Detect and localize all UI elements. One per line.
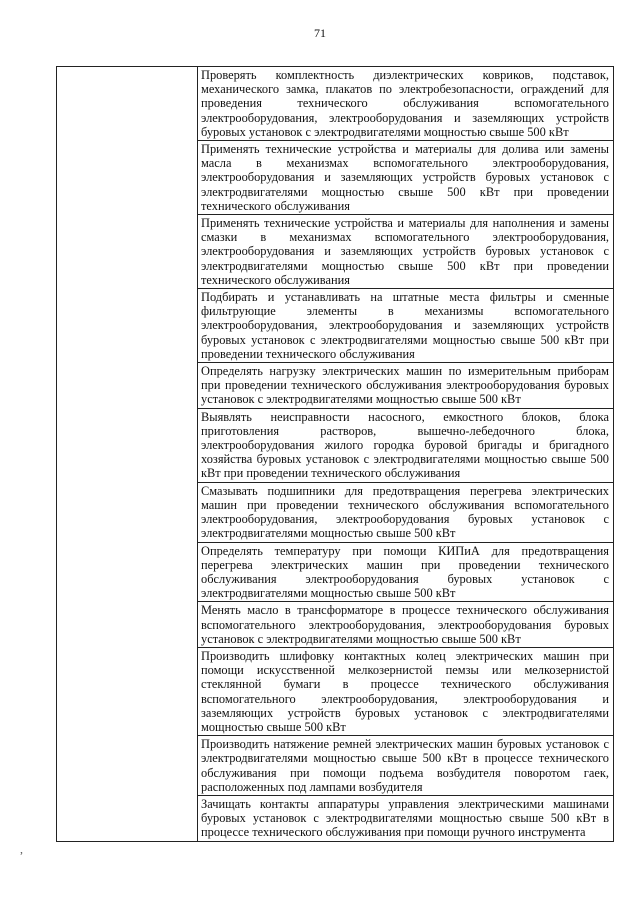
page-number: 71 bbox=[314, 26, 326, 40]
table-left-column bbox=[57, 67, 198, 841]
table-row: Выявлять неисправности насосного, емкостного блоков, блока приготовления растворов, вышечно-лебедочного блока, электрооборудования жилого городка буровой бригады и бригадного хозяйства буровых установок с электродвигателями мощностью свыше 500 кВт при проведении технического обслуживания bbox=[198, 409, 613, 483]
table-row: Проверять комплектность диэлектрических ковриков, подставок, механического замка, плакатов по электробезопасности, ограждений для проведения технического обслуживания вспомогательного электрооборудования, электрооборудования и заземляющих устройств буровых установок с электродвигателями мощностью свыше 500 кВт bbox=[198, 67, 613, 141]
table-row: Зачищать контакты аппаратуры управления электрическими машинами буровых установок с электродвигателями мощностью свыше 500 кВт в процессе технического обслуживания при помощи ручного инструмента bbox=[201, 796, 609, 840]
table-row: Применять технические устройства и материалы для долива или замены масла в механизмах вспомогательного электрооборудования, электрооборудования и заземляющих устройств буровых установок с электродвигателями мощностью свыше 500 кВт при проведении технического обслуживания bbox=[198, 141, 613, 215]
table-row: Определять нагрузку электрических машин по измерительным приборам при проведении технического обслуживания электрооборудования буровых установок с электродвигателями мощностью свыше 500 кВт bbox=[198, 363, 613, 409]
table-row: Смазывать подшипники для предотвращения перегрева электрических машин при проведении технического обслуживания вспомогательного электрооборудования, электрооборудования буровых установок с электродвигателями мощностью свыше 500 кВт bbox=[198, 483, 613, 543]
skills-table bbox=[56, 66, 614, 842]
table-right-column bbox=[198, 67, 613, 841]
table-row: Определять температуру при помощи КИПиА для предотвращения перегрева электрических машин при проведении технического обслуживания электрооборудования буровых установок с электродвигателями мощностью свыше 500 кВт bbox=[198, 543, 613, 603]
scan-mark: , bbox=[20, 842, 23, 856]
table-row: Производить натяжение ремней электрических машин буровых установок с электродвигателями мощностью свыше 500 кВт в процессе технического обслуживания при помощи подъема возбудителя поворотом гаек, расположенных под лампами возбудителя bbox=[198, 736, 613, 796]
table-row: Применять технические устройства и материалы для наполнения и замены смазки в механизмах вспомогательного электрооборудования, электрооборудования и заземляющих устройств буровых установок с электродвигателями мощностью свыше 500 кВт при проведении технического обслуживания bbox=[198, 215, 613, 289]
table-row: Производить шлифовку контактных колец электрических машин при помощи искусственной мелкозернистой пемзы или мелкозернистой стеклянной бумаги в процессе технического обслуживания вспомогательного электрооборудования, электрооборудования и заземляющих устройств буровых установок с электродвигателями мощностью свыше 500 кВт bbox=[198, 648, 613, 736]
table-row: Подбирать и устанавливать на штатные места фильтры и сменные фильтрующие элементы в механизмы вспомогательного электрооборудования, электрооборудования и заземляющих устройств буровых установок с электродвигателями мощностью свыше 500 кВт при проведении технического обслуживания bbox=[198, 289, 613, 363]
table-row: Менять масло в трансформаторе в процессе технического обслуживания вспомогательного электрооборудования, электрооборудования буровых установок с электродвигателями мощностью свыше 500 кВт bbox=[198, 602, 613, 648]
